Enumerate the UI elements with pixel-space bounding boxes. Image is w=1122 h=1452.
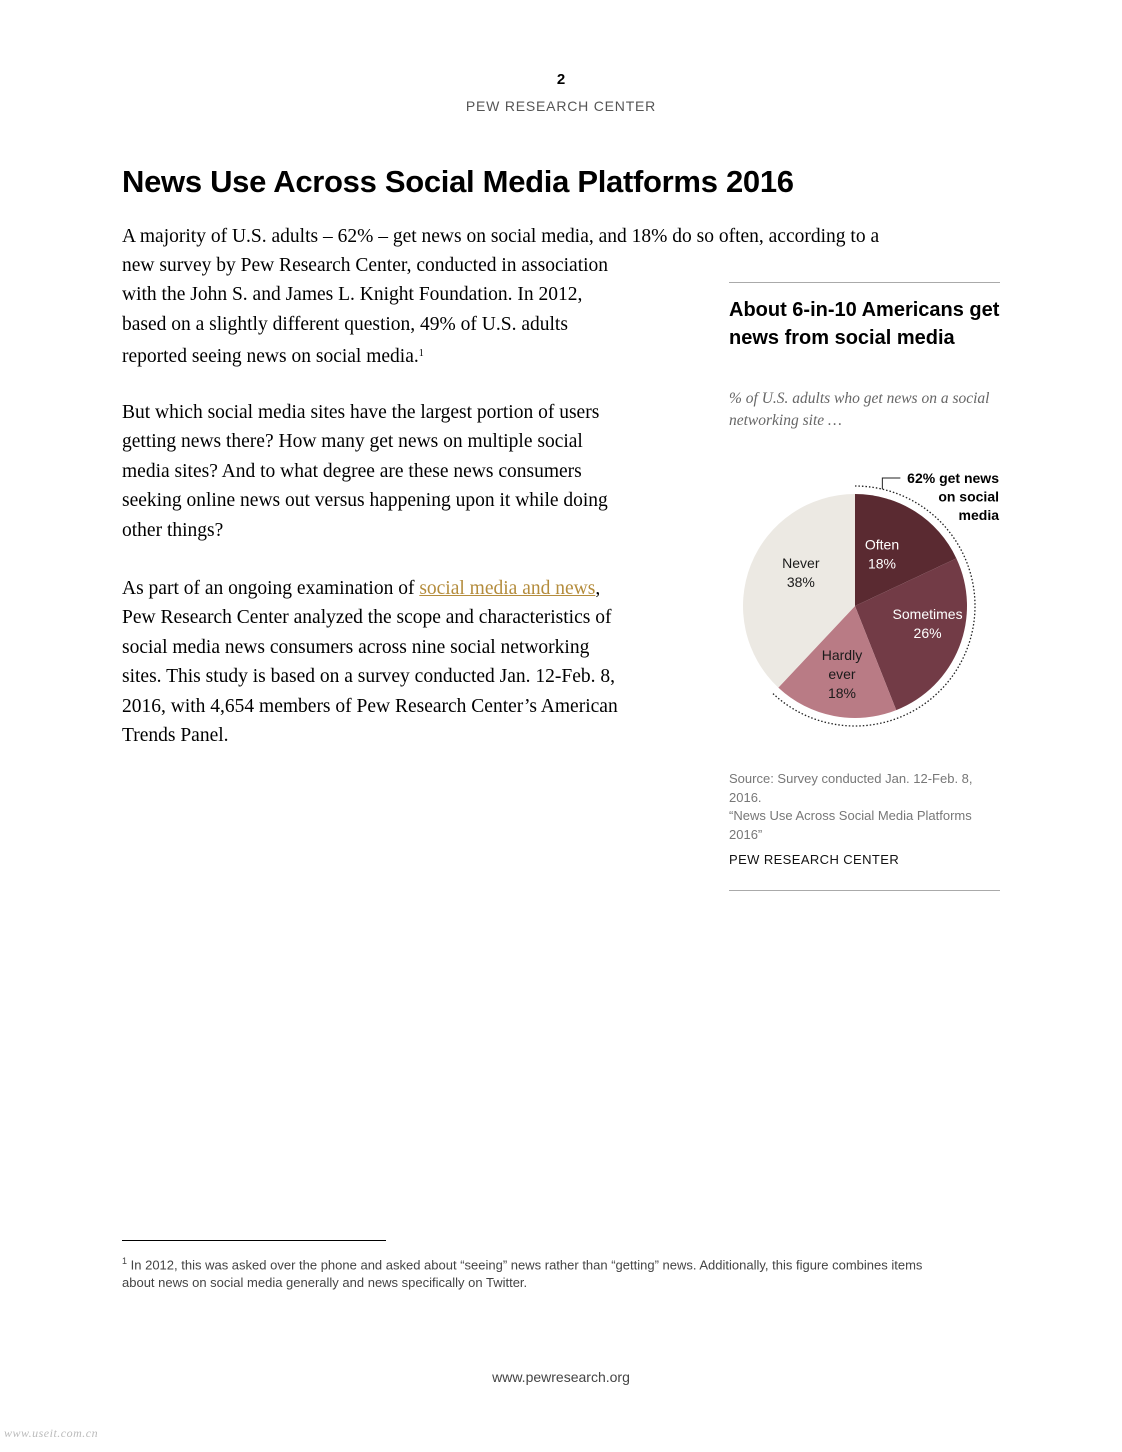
page-number: 2 [556,71,566,88]
footnote-rule [122,1240,386,1241]
annotation-line: media [958,507,999,523]
footnote-text: In 2012, this was asked over the phone and asked about “seeing” news rather than “getting” news. Additionally, this figure combines items [130,1257,923,1273]
p1-line: with the John S. and James L. Knight Foundation. In 2012, [122,284,583,306]
pie-label-line: Sometimes [892,606,963,623]
pie-label-line: Hardly [821,647,863,664]
chart-organization: PEW RESEARCH CENTER [729,852,900,867]
footer-url[interactable]: www.pewresearch.org [492,1369,630,1385]
footnote-line: about news on social media generally and news specifically on Twitter. [122,1275,528,1291]
pie-label-line: 18% [867,555,897,572]
p2-line: But which social media sites have the largest portion of users [122,402,600,423]
pie-chart [729,460,1009,740]
p3-line: sites. This study is based on a survey conducted Jan. 12-Feb. 8, [122,666,616,688]
p3-line: 2016, with 4,654 members of Pew Research Center’s American [122,695,618,717]
source-line: Source: Survey conducted Jan. 12-Feb. 8, 2016. [729,771,973,805]
annotation-line: 62% get news [907,470,999,486]
p1-line: based on a slightly different question, 49% of U.S. adults [122,313,568,335]
footnote [122,1252,1002,1292]
footnote-line [122,1252,1002,1274]
source-line: “News Use Across Social Media Platforms 2016” [729,808,972,842]
pie-label-line: 26% [913,625,942,642]
p3-prefix: As part of an ongoing examination of [122,578,420,599]
p3-line: social media news consumers across nine social networking [122,636,590,658]
p3-line: Trends Panel. [122,725,229,747]
chart-subtitle: % of U.S. adults who get news on a social networking site … [729,390,990,429]
social-media-news-link[interactable]: social media and news [419,578,596,599]
watermark: www.useit.com.cn [4,1426,99,1440]
annotation-leader [882,478,900,489]
p1-line-text: reported seeing news on social media. [122,346,419,368]
p3-line: Pew Research Center analyzed the scope and characteristics of [122,607,612,629]
sidebar-top-rule [729,282,1000,283]
annotation-text [907,470,999,523]
pie-label-line: ever [828,666,856,683]
p1-line [122,339,687,371]
page-title: News Use Across Social Media Platforms 2016 [122,164,794,199]
pie-label-line: Never [782,555,820,572]
p2-line: other things? [122,519,224,541]
footnote-marker: 1 [122,1256,128,1266]
source-note [729,770,1000,844]
p2-line: seeking online news out versus happening upon it while doing [122,490,608,512]
lead-line: A majority of U.S. adults – 62% – get news on social media, and 18% do so often, according to a [122,226,880,247]
p2-line: media sites? And to what degree are these news consumers [122,460,582,482]
footnote-ref[interactable]: 1 [418,348,424,360]
p3-suffix: , [595,578,601,599]
p1-line: new survey by Pew Research Center, conducted in association [122,255,609,276]
paragraph-2 [122,398,687,545]
annotation-line: on social [938,488,999,505]
pie-label-line: 38% [786,574,815,591]
chart-title: About 6-in-10 Americans get news from social media [729,299,1000,349]
paragraph-3 [122,574,687,750]
p2-line: getting news there? How many get news on multiple social [122,431,583,453]
pie-label-line: 18% [827,685,857,702]
p3-line [122,574,687,603]
sidebar-bottom-rule [729,890,1000,891]
pie-label-line: Often [864,536,900,553]
paragraph-1 [122,251,687,372]
header-organization: PEW RESEARCH CENTER [465,98,657,114]
